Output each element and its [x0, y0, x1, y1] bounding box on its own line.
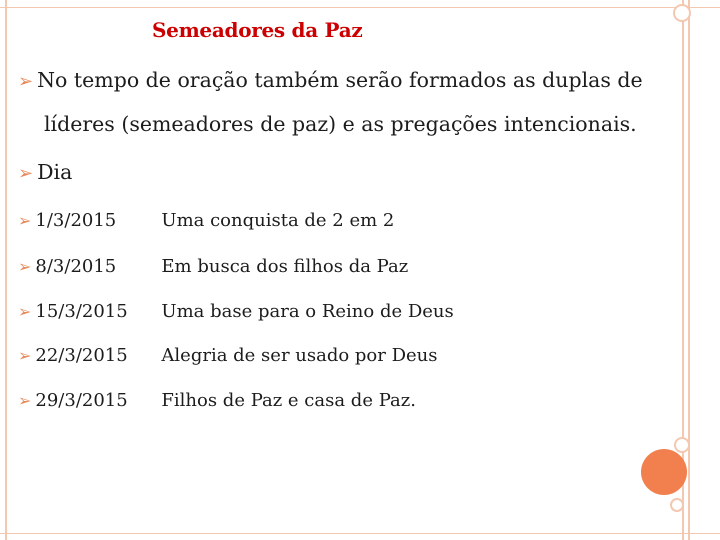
schedule-item: [18, 256, 408, 277]
schedule-date: 1/3/2015: [35, 210, 117, 231]
intro-line-2: líderes (semeadores de paz) e as pregações intencionais.: [44, 112, 637, 136]
decorative-circle-top: [673, 4, 691, 22]
arrow-bullet-icon: ➢: [18, 391, 32, 410]
frame-left-line: [5, 0, 7, 540]
schedule-item: [18, 345, 438, 366]
intro-bullet: [18, 68, 643, 92]
schedule-theme: Uma base para o Reino de Deus: [161, 301, 454, 322]
arrow-bullet-icon: ➢: [18, 163, 34, 184]
frame-top-line: [0, 7, 720, 8]
slide-title: Semeadores da Paz: [152, 18, 363, 42]
arrow-bullet-icon: ➢: [18, 302, 32, 321]
intro-line-1: No tempo de oração também serão formados as duplas de: [37, 68, 643, 92]
frame-right-line-inner: [688, 0, 690, 540]
arrow-bullet-icon: ➢: [18, 71, 34, 92]
schedule-theme: Em busca dos filhos da Paz: [161, 256, 409, 277]
schedule-theme: Uma conquista de 2 em 2: [161, 210, 395, 231]
schedule-item: [18, 301, 454, 322]
frame-bottom-line: [0, 533, 720, 534]
schedule-theme: Alegria de ser usado por Deus: [161, 345, 438, 366]
arrow-bullet-icon: ➢: [18, 346, 32, 365]
schedule-date: 15/3/2015: [35, 301, 128, 322]
decorative-circle-small: [670, 498, 684, 512]
schedule-date: 22/3/2015: [35, 345, 128, 366]
schedule-item: [18, 390, 416, 411]
schedule-item: [18, 210, 394, 231]
dia-bullet: [18, 160, 72, 184]
arrow-bullet-icon: ➢: [18, 211, 32, 230]
dia-label: Dia: [37, 160, 73, 184]
schedule-date: 29/3/2015: [35, 390, 128, 411]
arrow-bullet-icon: ➢: [18, 257, 32, 276]
decorative-circle-mid: [674, 437, 690, 453]
schedule-theme: Filhos de Paz e casa de Paz.: [161, 390, 416, 411]
decorative-circle-orange: [641, 449, 687, 495]
schedule-date: 8/3/2015: [35, 256, 117, 277]
